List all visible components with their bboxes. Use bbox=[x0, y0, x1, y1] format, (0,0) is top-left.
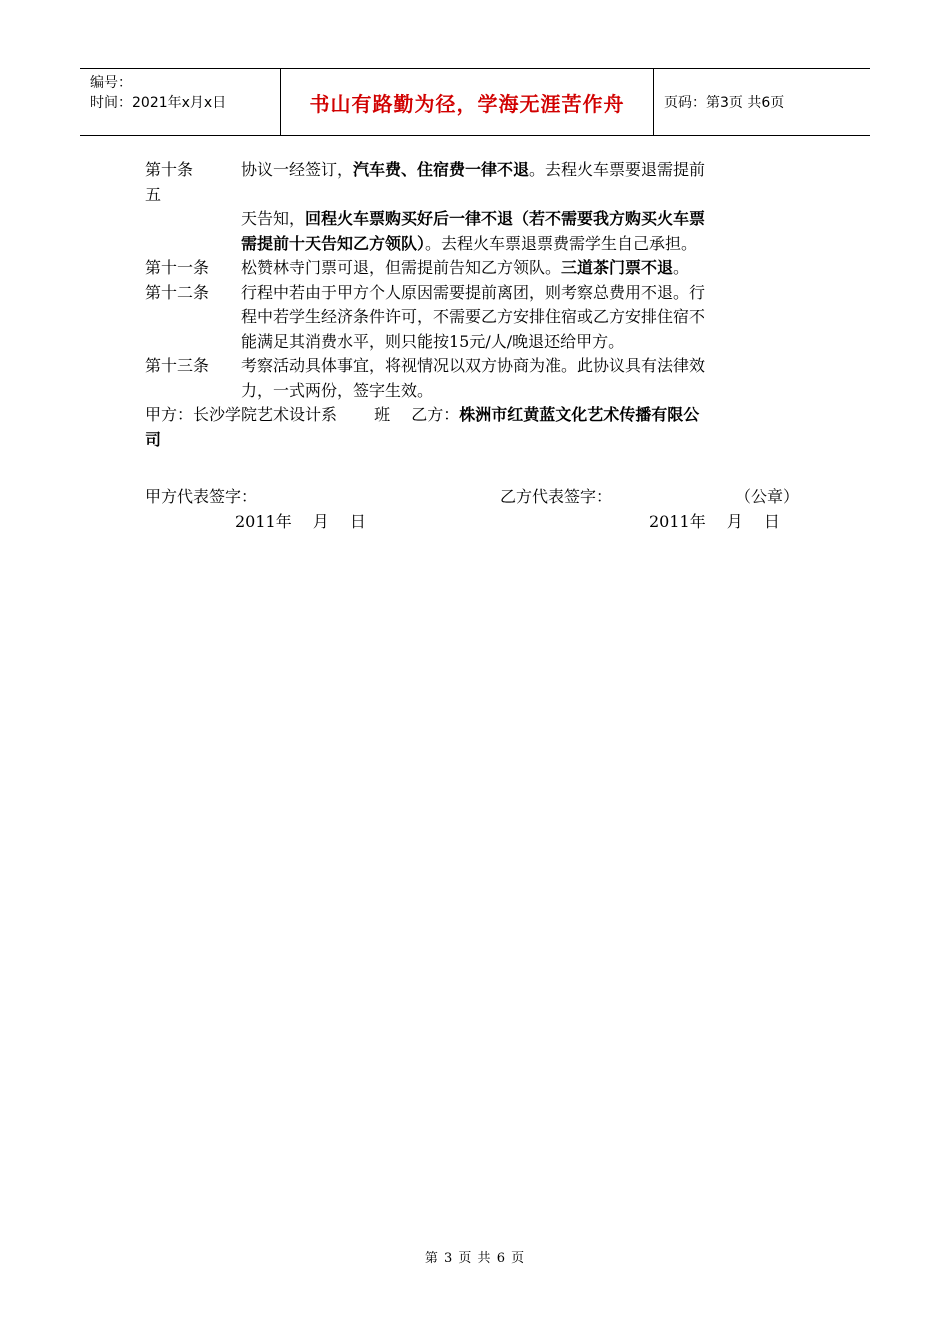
clause-13-line2: 力，一式两份，签字生效。 bbox=[241, 380, 434, 400]
clause-bold-text: 三道茶门票不退 bbox=[561, 258, 674, 277]
document-body bbox=[145, 158, 807, 452]
clause-12-label: 第十二条 bbox=[145, 282, 210, 302]
party-b-wrap: 司 bbox=[145, 429, 162, 449]
clause-13-label: 第十三条 bbox=[145, 356, 210, 375]
seal-label: （公章） bbox=[735, 487, 800, 506]
clause-text: 松赞林寺门票可退，但需提前告知乙方领队。 bbox=[241, 258, 562, 277]
parties-line bbox=[145, 403, 807, 428]
clause-text: 。 bbox=[673, 258, 690, 277]
clause-13-line1 bbox=[145, 354, 807, 379]
party-b-name: 株洲市红黄蓝文化艺术传播有限公 bbox=[459, 405, 700, 424]
doc-number-label: 编号： bbox=[90, 75, 132, 91]
clause-10-line3 bbox=[145, 232, 807, 257]
header-page-code: 页码：第3页 共6页 bbox=[664, 95, 785, 111]
clause-text: 考察活动具体事宜，将视情况以双方协商为准。此协议具有法律效 bbox=[241, 356, 706, 375]
clause-text: 协议一经签订， bbox=[241, 160, 354, 179]
page-footer: 第 3 页 共 6 页 bbox=[424, 1251, 526, 1266]
party-a: 甲方：长沙学院艺术设计系 班 bbox=[145, 405, 391, 424]
party-b-signature-label: 乙方代表签字： bbox=[500, 487, 613, 506]
header-motto: 书山有路勤为径，学海无涯苦作舟 bbox=[281, 69, 654, 135]
party-b-wrap-line bbox=[145, 428, 807, 453]
clause-text: 。去程火车票退票费需学生自己承担。 bbox=[425, 233, 698, 253]
party-a-signature-label: 甲方代表签字： bbox=[145, 487, 258, 506]
clause-text: 天告知， bbox=[241, 209, 306, 228]
party-a-date: 2011年 月 日 bbox=[235, 512, 366, 531]
clause-12-line2: 程中若学生经济条件许可，不需要乙方安排住宿或乙方安排住宿不 bbox=[241, 307, 706, 326]
clause-12-line3: 能满足其消费水平，则只能按15元/人/晚退还给甲方。 bbox=[241, 331, 625, 351]
clause-10-line2 bbox=[145, 207, 807, 232]
party-b-date: 2011年 月 日 bbox=[649, 512, 780, 531]
clause-bold-text: 需提前十天告知乙方领队） bbox=[241, 233, 426, 253]
clause-10-line1 bbox=[145, 158, 807, 183]
party-b-label: 乙方： bbox=[411, 405, 460, 424]
clause-11-label: 第十一条 bbox=[145, 258, 210, 277]
doc-time-label: 时间：2021年x月x日 bbox=[90, 95, 227, 111]
clause-11 bbox=[145, 256, 807, 281]
clause-bold-text: 回程火车票购买好后一律不退（若不需要我方购买火车票 bbox=[305, 209, 706, 228]
clause-12-line1 bbox=[145, 281, 807, 306]
clause-10-wrap: 五 bbox=[145, 184, 162, 204]
clause-bold-text: 汽车费、住宿费一律不退 bbox=[353, 160, 530, 179]
clause-text: 行程中若由于甲方个人原因需要提前离团，则考察总费用不退。行 bbox=[241, 282, 706, 302]
clause-10-label: 第十条 bbox=[145, 160, 194, 179]
clause-text: 。去程火车票要退需提前 bbox=[529, 160, 706, 179]
header-info-cell bbox=[80, 69, 281, 135]
page-header bbox=[80, 68, 870, 136]
